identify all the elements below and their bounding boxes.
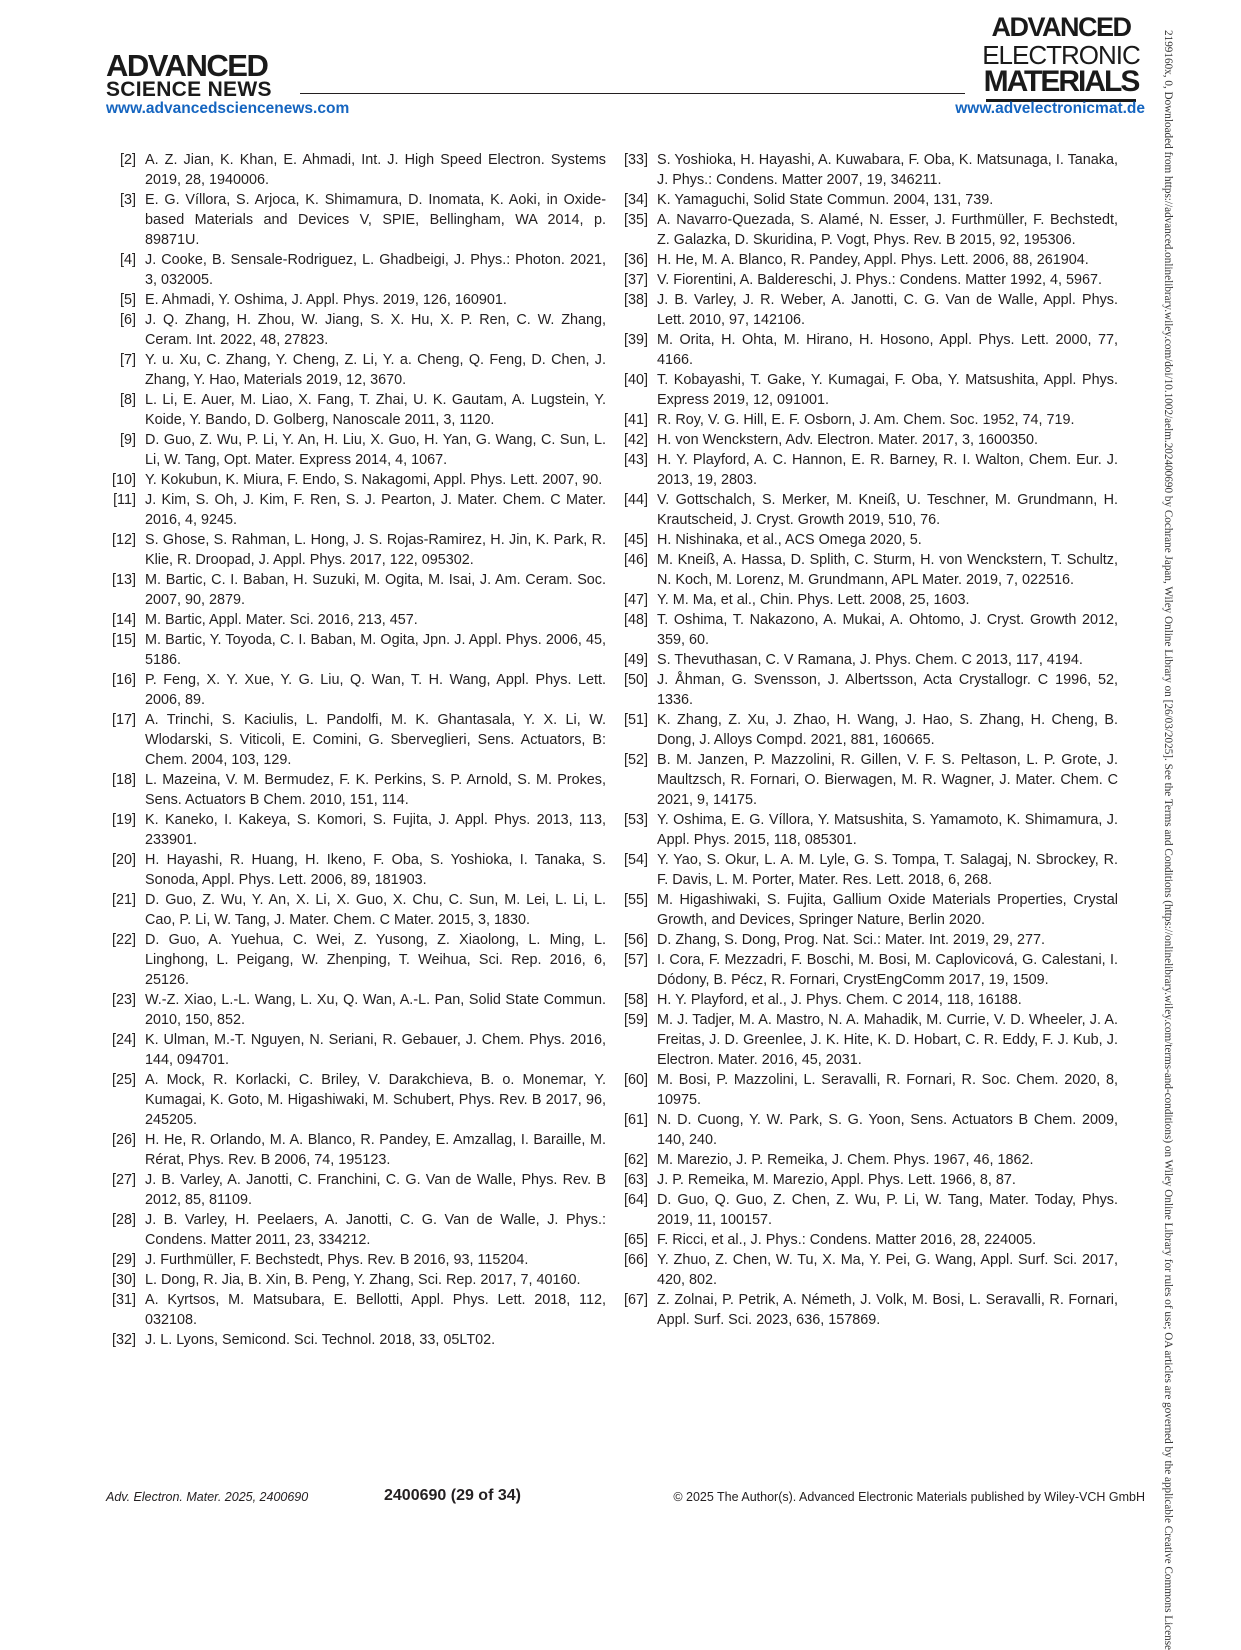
page-number: 2400690 (29 of 34) bbox=[384, 1487, 521, 1504]
reference-text: Y. Kokubun, K. Miura, F. Endo, S. Nakagomi, Appl. Phys. Lett. 2007, 90. bbox=[145, 472, 603, 488]
reference-number: [42] bbox=[623, 432, 648, 448]
reference-text: H. von Wenckstern, Adv. Electron. Mater. 2017, 3, 1600350. bbox=[657, 432, 1039, 448]
reference-text: T. Kobayashi, T. Gake, Y. Kumagai, F. Oba, Y. Matsushita, Appl. Phys. Express 2019, 12, 091001. bbox=[657, 372, 1118, 408]
reference-number: [41] bbox=[623, 412, 648, 428]
reference-text: T. Oshima, T. Nakazono, A. Mukai, A. Ohtomo, J. Cryst. Growth 2012, 359, 60. bbox=[657, 612, 1118, 648]
reference-text: H. Hayashi, R. Huang, H. Ikeno, F. Oba, S. Yoshioka, I. Tanaka, S. Sonoda, Appl. Phys. Lett. 2006, 89, 181903. bbox=[145, 852, 606, 888]
reference-text: B. M. Janzen, P. Mazzolini, R. Gillen, V. F. S. Peltason, L. P. Grote, J. Maultzsch, R. Fornari, O. Bierwagen, M. R. Wagner, J. Mater. Chem. C 2021, 9, 14175. bbox=[657, 752, 1118, 808]
reference-item bbox=[108, 810, 606, 850]
reference-number: [15] bbox=[111, 632, 136, 648]
reference-text: K. Zhang, Z. Xu, J. Zhao, H. Wang, J. Hao, S. Zhang, H. Cheng, B. Dong, J. Alloys Compd. 2021, 881, 160665. bbox=[657, 712, 1118, 748]
reference-item bbox=[108, 670, 606, 710]
reference-number: [12] bbox=[111, 532, 136, 548]
reference-text: A. Mock, R. Korlacki, C. Briley, V. Darakchieva, B. o. Monemar, Y. Kumagai, K. Goto, M. Higashiwaki, M. Schubert, Phys. Rev. B 2017, 96, 245205. bbox=[145, 1072, 606, 1128]
reference-item bbox=[620, 1250, 1118, 1290]
reference-text: L. Dong, R. Jia, B. Xin, B. Peng, Y. Zhang, Sci. Rep. 2017, 7, 40160. bbox=[145, 1272, 581, 1288]
reference-item bbox=[620, 250, 1118, 270]
reference-number: [55] bbox=[623, 892, 648, 908]
reference-number: [26] bbox=[111, 1132, 136, 1148]
reference-text: K. Yamaguchi, Solid State Commun. 2004, 131, 739. bbox=[657, 192, 994, 208]
reference-number: [6] bbox=[120, 312, 136, 328]
reference-item bbox=[620, 410, 1118, 430]
reference-text: M. Bartic, Y. Toyoda, C. I. Baban, M. Ogita, Jpn. J. Appl. Phys. 2006, 45, 5186. bbox=[145, 632, 606, 668]
reference-item bbox=[620, 950, 1118, 990]
reference-number: [53] bbox=[623, 812, 648, 828]
reference-item bbox=[620, 850, 1118, 890]
reference-text: Y. Zhuo, Z. Chen, W. Tu, X. Ma, Y. Pei, G. Wang, Appl. Surf. Sci. 2017, 420, 802. bbox=[657, 1252, 1118, 1288]
publisher-url-link[interactable]: www.advancedsciencenews.com bbox=[106, 100, 350, 117]
reference-item bbox=[620, 1290, 1118, 1330]
reference-text: J. Kim, S. Oh, J. Kim, F. Ren, S. J. Pearton, J. Mater. Chem. C Mater. 2016, 4, 9245. bbox=[145, 492, 606, 528]
reference-number: [52] bbox=[623, 752, 648, 768]
reference-item bbox=[620, 930, 1118, 950]
reference-number: [65] bbox=[623, 1232, 648, 1248]
reference-number: [31] bbox=[111, 1292, 136, 1308]
reference-number: [28] bbox=[111, 1212, 136, 1228]
reference-text: H. Y. Playford, et al., J. Phys. Chem. C 2014, 118, 16188. bbox=[657, 992, 1022, 1008]
reference-number: [25] bbox=[111, 1072, 136, 1088]
reference-item bbox=[108, 990, 606, 1030]
reference-number: [56] bbox=[623, 932, 648, 948]
reference-number: [5] bbox=[120, 292, 136, 308]
reference-number: [59] bbox=[623, 1012, 648, 1028]
reference-number: [35] bbox=[623, 212, 648, 228]
reference-number: [60] bbox=[623, 1072, 648, 1088]
reference-text: A. Navarro-Quezada, S. Alamé, N. Esser, J. Furthmüller, F. Bechstedt, Z. Galazka, D. Skuridina, P. Vogt, Phys. Rev. B 2015, 92, 195306. bbox=[657, 212, 1118, 248]
reference-number: [62] bbox=[623, 1152, 648, 1168]
reference-item bbox=[620, 530, 1118, 550]
reference-number: [54] bbox=[623, 852, 648, 868]
reference-item bbox=[620, 890, 1118, 930]
reference-number: [32] bbox=[111, 1332, 136, 1348]
reference-text: L. Mazeina, V. M. Bermudez, F. K. Perkins, S. P. Arnold, S. M. Prokes, Sens. Actuators B Chem. 2010, 151, 114. bbox=[145, 772, 606, 808]
reference-item bbox=[620, 750, 1118, 810]
reference-text: H. Nishinaka, et al., ACS Omega 2020, 5. bbox=[657, 532, 922, 548]
reference-item bbox=[108, 1130, 606, 1170]
reference-number: [47] bbox=[623, 592, 648, 608]
reference-item bbox=[108, 390, 606, 430]
reference-text: P. Feng, X. Y. Xue, Y. G. Liu, Q. Wan, T. H. Wang, Appl. Phys. Lett. 2006, 89. bbox=[145, 672, 606, 708]
reference-text: F. Ricci, et al., J. Phys.: Condens. Matter 2016, 28, 224005. bbox=[657, 1232, 1037, 1248]
reference-text: J. L. Lyons, Semicond. Sci. Technol. 2018, 33, 05LT02. bbox=[145, 1332, 496, 1348]
publisher-logo bbox=[106, 50, 296, 100]
reference-item bbox=[108, 1170, 606, 1210]
reference-text: J. P. Remeika, M. Marezio, Appl. Phys. Lett. 1966, 8, 87. bbox=[657, 1172, 1016, 1188]
reference-item bbox=[108, 850, 606, 890]
reference-text: A. Trinchi, S. Kaciulis, L. Pandolfi, M. K. Ghantasala, Y. X. Li, W. Wlodarski, S. Viticoli, E. Comini, G. Sberveglieri, Sens. Actuators, B: Chem. 2004, 103, 129. bbox=[145, 712, 606, 768]
reference-item bbox=[108, 530, 606, 570]
reference-number: [27] bbox=[111, 1172, 136, 1188]
reference-text: L. Li, E. Auer, M. Liao, X. Fang, T. Zhai, U. K. Gautam, A. Lugstein, Y. Koide, Y. Bando, D. Golberg, Nanoscale 2011, 3, 1120. bbox=[145, 392, 606, 428]
reference-text: J. Furthmüller, F. Bechstedt, Phys. Rev. B 2016, 93, 115204. bbox=[145, 1252, 529, 1268]
reference-number: [36] bbox=[623, 252, 648, 268]
reference-number: [34] bbox=[623, 192, 648, 208]
reference-number: [33] bbox=[623, 152, 648, 168]
reference-text: E. Ahmadi, Y. Oshima, J. Appl. Phys. 2019, 126, 160901. bbox=[145, 292, 507, 308]
reference-number: [48] bbox=[623, 612, 648, 628]
reference-item bbox=[108, 1030, 606, 1070]
reference-item bbox=[108, 890, 606, 930]
logo-left-line2: SCIENCE NEWS bbox=[106, 78, 272, 101]
reference-text: Y. M. Ma, et al., Chin. Phys. Lett. 2008, 25, 1603. bbox=[657, 592, 970, 608]
reference-text: M. Bartic, C. I. Baban, H. Suzuki, M. Ogita, M. Isai, J. Am. Ceram. Soc. 2007, 90, 2879. bbox=[145, 572, 606, 608]
reference-text: M. Bartic, Appl. Mater. Sci. 2016, 213, 457. bbox=[145, 612, 418, 628]
reference-item bbox=[620, 1010, 1118, 1070]
reference-item bbox=[108, 1070, 606, 1130]
journal-logo bbox=[976, 14, 1146, 102]
reference-item bbox=[620, 1190, 1118, 1230]
logo-right-line3: MATERIALS bbox=[983, 65, 1139, 98]
reference-number: [16] bbox=[111, 672, 136, 688]
reference-text: K. Kaneko, I. Kakeya, S. Komori, S. Fujita, J. Appl. Phys. 2013, 113, 233901. bbox=[145, 812, 606, 848]
reference-item bbox=[620, 1170, 1118, 1190]
journal-citation: Adv. Electron. Mater. 2025, 2400690 bbox=[106, 1490, 309, 1504]
reference-text: V. Gottschalch, S. Merker, M. Kneiß, U. Teschner, M. Grundmann, H. Krautscheid, J. Cryst. Growth 2019, 510, 76. bbox=[657, 492, 1118, 528]
reference-item bbox=[108, 630, 606, 670]
reference-item bbox=[108, 930, 606, 990]
reference-text: J. B. Varley, A. Janotti, C. Franchini, C. G. Van de Walle, Phys. Rev. B 2012, 85, 81109. bbox=[145, 1172, 606, 1208]
reference-item bbox=[620, 670, 1118, 710]
reference-text: Y. u. Xu, C. Zhang, Y. Cheng, Z. Li, Y. a. Cheng, Q. Feng, D. Chen, J. Zhang, Y. Hao, Materials 2019, 12, 3670. bbox=[145, 352, 606, 388]
reference-number: [10] bbox=[111, 472, 136, 488]
reference-item bbox=[620, 150, 1118, 190]
reference-text: S. Ghose, S. Rahman, L. Hong, J. S. Rojas-Ramirez, H. Jin, K. Park, R. Klie, R. Droopad, J. Appl. Phys. 2017, 122, 095302. bbox=[145, 532, 606, 568]
reference-number: [64] bbox=[623, 1192, 648, 1208]
reference-text: D. Guo, Z. Wu, P. Li, Y. An, H. Liu, X. Guo, H. Yan, G. Wang, C. Sun, L. Li, W. Tang, Opt. Mater. Express 2014, 4, 1067. bbox=[145, 432, 606, 468]
reference-item bbox=[108, 290, 606, 310]
reference-number: [37] bbox=[623, 272, 648, 288]
reference-item bbox=[108, 570, 606, 610]
reference-number: [7] bbox=[120, 352, 136, 368]
reference-item bbox=[108, 490, 606, 530]
reference-text: V. Fiorentini, A. Baldereschi, J. Phys.: Condens. Matter 1992, 4, 5967. bbox=[657, 272, 1103, 288]
reference-number: [40] bbox=[623, 372, 648, 388]
reference-item bbox=[108, 710, 606, 770]
reference-number: [67] bbox=[623, 1292, 648, 1308]
reference-item bbox=[620, 450, 1118, 490]
reference-text: A. Kyrtsos, M. Matsubara, E. Bellotti, Appl. Phys. Lett. 2018, 112, 032108. bbox=[145, 1292, 606, 1328]
reference-text: A. Z. Jian, K. Khan, E. Ahmadi, Int. J. High Speed Electron. Systems 2019, 28, 1940006. bbox=[145, 152, 606, 188]
reference-item bbox=[620, 1230, 1118, 1250]
reference-item bbox=[620, 590, 1118, 610]
reference-text: M. J. Tadjer, M. A. Mastro, N. A. Mahadik, M. Currie, V. D. Wheeler, J. A. Freitas, J. D. Greenlee, J. K. Hite, K. D. Hobart, C. R. Eddy, F. J. Kub, J. Electron. Mater. 2016, 45, 2031. bbox=[657, 1012, 1118, 1068]
reference-text: J. Cooke, B. Sensale-Rodriguez, L. Ghadbeigi, J. Phys.: Photon. 2021, 3, 032005. bbox=[145, 252, 606, 288]
reference-text: M. Kneiß, A. Hassa, D. Splith, C. Sturm, H. von Wenckstern, T. Schultz, N. Koch, M. Lorenz, M. Grundmann, APL Mater. 2019, 7, 022516. bbox=[657, 552, 1118, 588]
reference-item bbox=[620, 430, 1118, 450]
reference-item bbox=[620, 1150, 1118, 1170]
reference-number: [19] bbox=[111, 812, 136, 828]
reference-item bbox=[620, 190, 1118, 210]
reference-item bbox=[108, 1250, 606, 1270]
reference-number: [13] bbox=[111, 572, 136, 588]
reference-number: [61] bbox=[623, 1112, 648, 1128]
reference-text: Z. Zolnai, P. Petrik, A. Németh, J. Volk, M. Bosi, L. Seravalli, R. Fornari, Appl. Surf. Sci. 2023, 636, 157869. bbox=[657, 1292, 1118, 1328]
reference-item bbox=[620, 1070, 1118, 1110]
copyright-notice: © 2025 The Author(s). Advanced Electronic Materials published by Wiley-VCH GmbH bbox=[673, 1490, 1145, 1504]
reference-number: [4] bbox=[120, 252, 136, 268]
reference-item bbox=[620, 370, 1118, 410]
reference-text: J. B. Varley, H. Peelaers, A. Janotti, C. G. Van de Walle, J. Phys.: Condens. Matter 2011, 23, 334212. bbox=[145, 1212, 606, 1248]
reference-text: Y. Yao, S. Okur, L. A. M. Lyle, G. S. Tompa, T. Salagaj, N. Sbrockey, R. F. Davis, L. M. Porter, Mater. Res. Lett. 2018, 6, 268. bbox=[657, 852, 1118, 888]
reference-text: J. B. Varley, J. R. Weber, A. Janotti, C. G. Van de Walle, Appl. Phys. Lett. 2010, 97, 142106. bbox=[657, 292, 1118, 328]
reference-text: D. Guo, A. Yuehua, C. Wei, Z. Yusong, Z. Xiaolong, L. Ming, L. Linghong, L. Peigang, W. Zhenping, T. Weihua, Sci. Rep. 2016, 6, 25126. bbox=[145, 932, 606, 988]
reference-text: M. Bosi, P. Mazzolini, L. Seravalli, R. Fornari, R. Soc. Chem. 2020, 8, 10975. bbox=[657, 1072, 1118, 1108]
reference-text: R. Roy, V. G. Hill, E. F. Osborn, J. Am. Chem. Soc. 1952, 74, 719. bbox=[657, 412, 1075, 428]
reference-item bbox=[620, 270, 1118, 290]
reference-item bbox=[108, 1330, 606, 1350]
journal-url-link[interactable]: www.advelectronicmat.de bbox=[955, 100, 1145, 117]
reference-text: H. He, M. A. Blanco, R. Pandey, Appl. Phys. Lett. 2006, 88, 261904. bbox=[657, 252, 1089, 268]
reference-text: E. G. Víllora, S. Arjoca, K. Shimamura, D. Inomata, K. Aoki, in Oxide-based Materials and Devices V, SPIE, Bellingham, WA 2014, p. 89871U. bbox=[145, 192, 606, 248]
reference-number: [29] bbox=[111, 1252, 136, 1268]
reference-number: [46] bbox=[623, 552, 648, 568]
reference-number: [30] bbox=[111, 1272, 136, 1288]
reference-number: [38] bbox=[623, 292, 648, 308]
logo-left-line1: ADVANCED bbox=[106, 48, 268, 83]
logo-right-line1: ADVANCED bbox=[991, 12, 1131, 42]
reference-number: [50] bbox=[623, 672, 648, 688]
reference-number: [3] bbox=[120, 192, 136, 208]
reference-number: [49] bbox=[623, 652, 648, 668]
reference-number: [43] bbox=[623, 452, 648, 468]
reference-number: [66] bbox=[623, 1252, 648, 1268]
reference-number: [22] bbox=[111, 932, 136, 948]
references-right-column bbox=[620, 150, 1118, 1330]
reference-number: [11] bbox=[113, 492, 136, 508]
reference-text: H. Y. Playford, A. C. Hannon, E. R. Barney, R. I. Walton, Chem. Eur. J. 2013, 19, 2803. bbox=[657, 452, 1118, 488]
reference-text: I. Cora, F. Mezzadri, F. Boschi, M. Bosi, M. Caplovicová, G. Calestani, I. Dódony, B. Pécz, R. Fornari, CrystEngComm 2017, 19, 1509. bbox=[657, 952, 1118, 988]
reference-number: [51] bbox=[623, 712, 648, 728]
reference-number: [2] bbox=[120, 152, 136, 168]
reference-number: [39] bbox=[623, 332, 648, 348]
reference-item bbox=[108, 150, 606, 190]
reference-number: [57] bbox=[623, 952, 648, 968]
reference-number: [14] bbox=[111, 612, 136, 628]
reference-item bbox=[620, 290, 1118, 330]
reference-text: K. Ulman, M.-T. Nguyen, N. Seriani, R. Gebauer, J. Chem. Phys. 2016, 144, 094701. bbox=[145, 1032, 606, 1068]
reference-number: [45] bbox=[623, 532, 648, 548]
reference-item bbox=[620, 650, 1118, 670]
reference-number: [58] bbox=[623, 992, 648, 1008]
reference-item bbox=[620, 990, 1118, 1010]
reference-text: N. D. Cuong, Y. W. Park, S. G. Yoon, Sens. Actuators B Chem. 2009, 140, 240. bbox=[657, 1112, 1118, 1148]
reference-item bbox=[108, 1210, 606, 1250]
reference-number: [8] bbox=[120, 392, 136, 408]
reference-item bbox=[108, 350, 606, 390]
reference-text: J. Åhman, G. Svensson, J. Albertsson, Acta Crystallogr. C 1996, 52, 1336. bbox=[657, 672, 1118, 708]
reference-number: [17] bbox=[111, 712, 136, 728]
reference-item bbox=[620, 330, 1118, 370]
reference-item bbox=[108, 470, 606, 490]
reference-text: D. Guo, Q. Guo, Z. Chen, Z. Wu, P. Li, W. Tang, Mater. Today, Phys. 2019, 11, 100157. bbox=[657, 1192, 1118, 1228]
reference-number: [23] bbox=[111, 992, 136, 1008]
download-notice: 2199160x, 0, Downloaded from https://advanced.onlinelibrary.wiley.com/doi/10.1002/aelm.202400690 by Cochrane Japan, Wiley Online Library on [26/03/2025]. See the Terms and Conditions (https://onlinelibrary.wiley.com/terms-and-conditions) on Wiley Online Library for rules of use; OA articles are governed by the applicable Creative Commons License bbox=[1162, 30, 1174, 1650]
reference-text: D. Guo, Z. Wu, Y. An, X. Li, X. Guo, X. Chu, C. Sun, M. Lei, L. Li, L. Cao, P. Li, W. Tang, J. Mater. Chem. C Mater. 2015, 3, 1830. bbox=[145, 892, 606, 928]
reference-number: [24] bbox=[111, 1032, 136, 1048]
logo-right-line2: ELECTRONIC bbox=[982, 40, 1140, 70]
reference-item bbox=[108, 310, 606, 350]
reference-number: [20] bbox=[111, 852, 136, 868]
reference-item bbox=[620, 1110, 1118, 1150]
reference-item bbox=[620, 490, 1118, 530]
reference-text: M. Orita, H. Ohta, M. Hirano, H. Hosono, Appl. Phys. Lett. 2000, 77, 4166. bbox=[657, 332, 1118, 368]
reference-item bbox=[108, 430, 606, 470]
reference-item bbox=[108, 770, 606, 810]
reference-number: [9] bbox=[120, 432, 136, 448]
reference-text: M. Marezio, J. P. Remeika, J. Chem. Phys. 1967, 46, 1862. bbox=[657, 1152, 1034, 1168]
reference-text: H. He, R. Orlando, M. A. Blanco, R. Pandey, E. Amzallag, I. Baraille, M. Rérat, Phys. Rev. B 2006, 74, 195123. bbox=[145, 1132, 606, 1168]
reference-item bbox=[620, 550, 1118, 590]
reference-text: S. Yoshioka, H. Hayashi, A. Kuwabara, F. Oba, K. Matsunaga, I. Tanaka, J. Phys.: Condens. Matter 2007, 19, 346211. bbox=[657, 152, 1118, 188]
reference-text: W.-Z. Xiao, L.-L. Wang, L. Xu, Q. Wan, A.-L. Pan, Solid State Commun. 2010, 150, 852. bbox=[145, 992, 606, 1028]
reference-text: D. Zhang, S. Dong, Prog. Nat. Sci.: Mater. Int. 2019, 29, 277. bbox=[657, 932, 1045, 948]
reference-item bbox=[620, 710, 1118, 750]
reference-number: [63] bbox=[623, 1172, 648, 1188]
reference-item bbox=[620, 810, 1118, 850]
header-rule bbox=[300, 93, 965, 94]
reference-text: S. Thevuthasan, C. V Ramana, J. Phys. Chem. C 2013, 117, 4194. bbox=[657, 652, 1083, 668]
reference-item bbox=[108, 250, 606, 290]
reference-number: [18] bbox=[111, 772, 136, 788]
reference-item bbox=[620, 610, 1118, 650]
reference-number: [44] bbox=[623, 492, 648, 508]
reference-text: Y. Oshima, E. G. Víllora, Y. Matsushita, S. Yamamoto, K. Shimamura, J. Appl. Phys. 2015, 118, 085301. bbox=[657, 812, 1118, 848]
reference-item bbox=[108, 190, 606, 250]
reference-item bbox=[108, 1270, 606, 1290]
reference-number: [21] bbox=[111, 892, 136, 908]
reference-item bbox=[108, 610, 606, 630]
reference-text: J. Q. Zhang, H. Zhou, W. Jiang, S. X. Hu, X. P. Ren, C. W. Zhang, Ceram. Int. 2022, 48, 27823. bbox=[145, 312, 606, 348]
reference-item bbox=[620, 210, 1118, 250]
references-left-column bbox=[108, 150, 606, 1350]
reference-item bbox=[108, 1290, 606, 1330]
reference-text: M. Higashiwaki, S. Fujita, Gallium Oxide Materials Properties, Crystal Growth, and Devices, Springer Nature, Berlin 2020. bbox=[657, 892, 1118, 928]
